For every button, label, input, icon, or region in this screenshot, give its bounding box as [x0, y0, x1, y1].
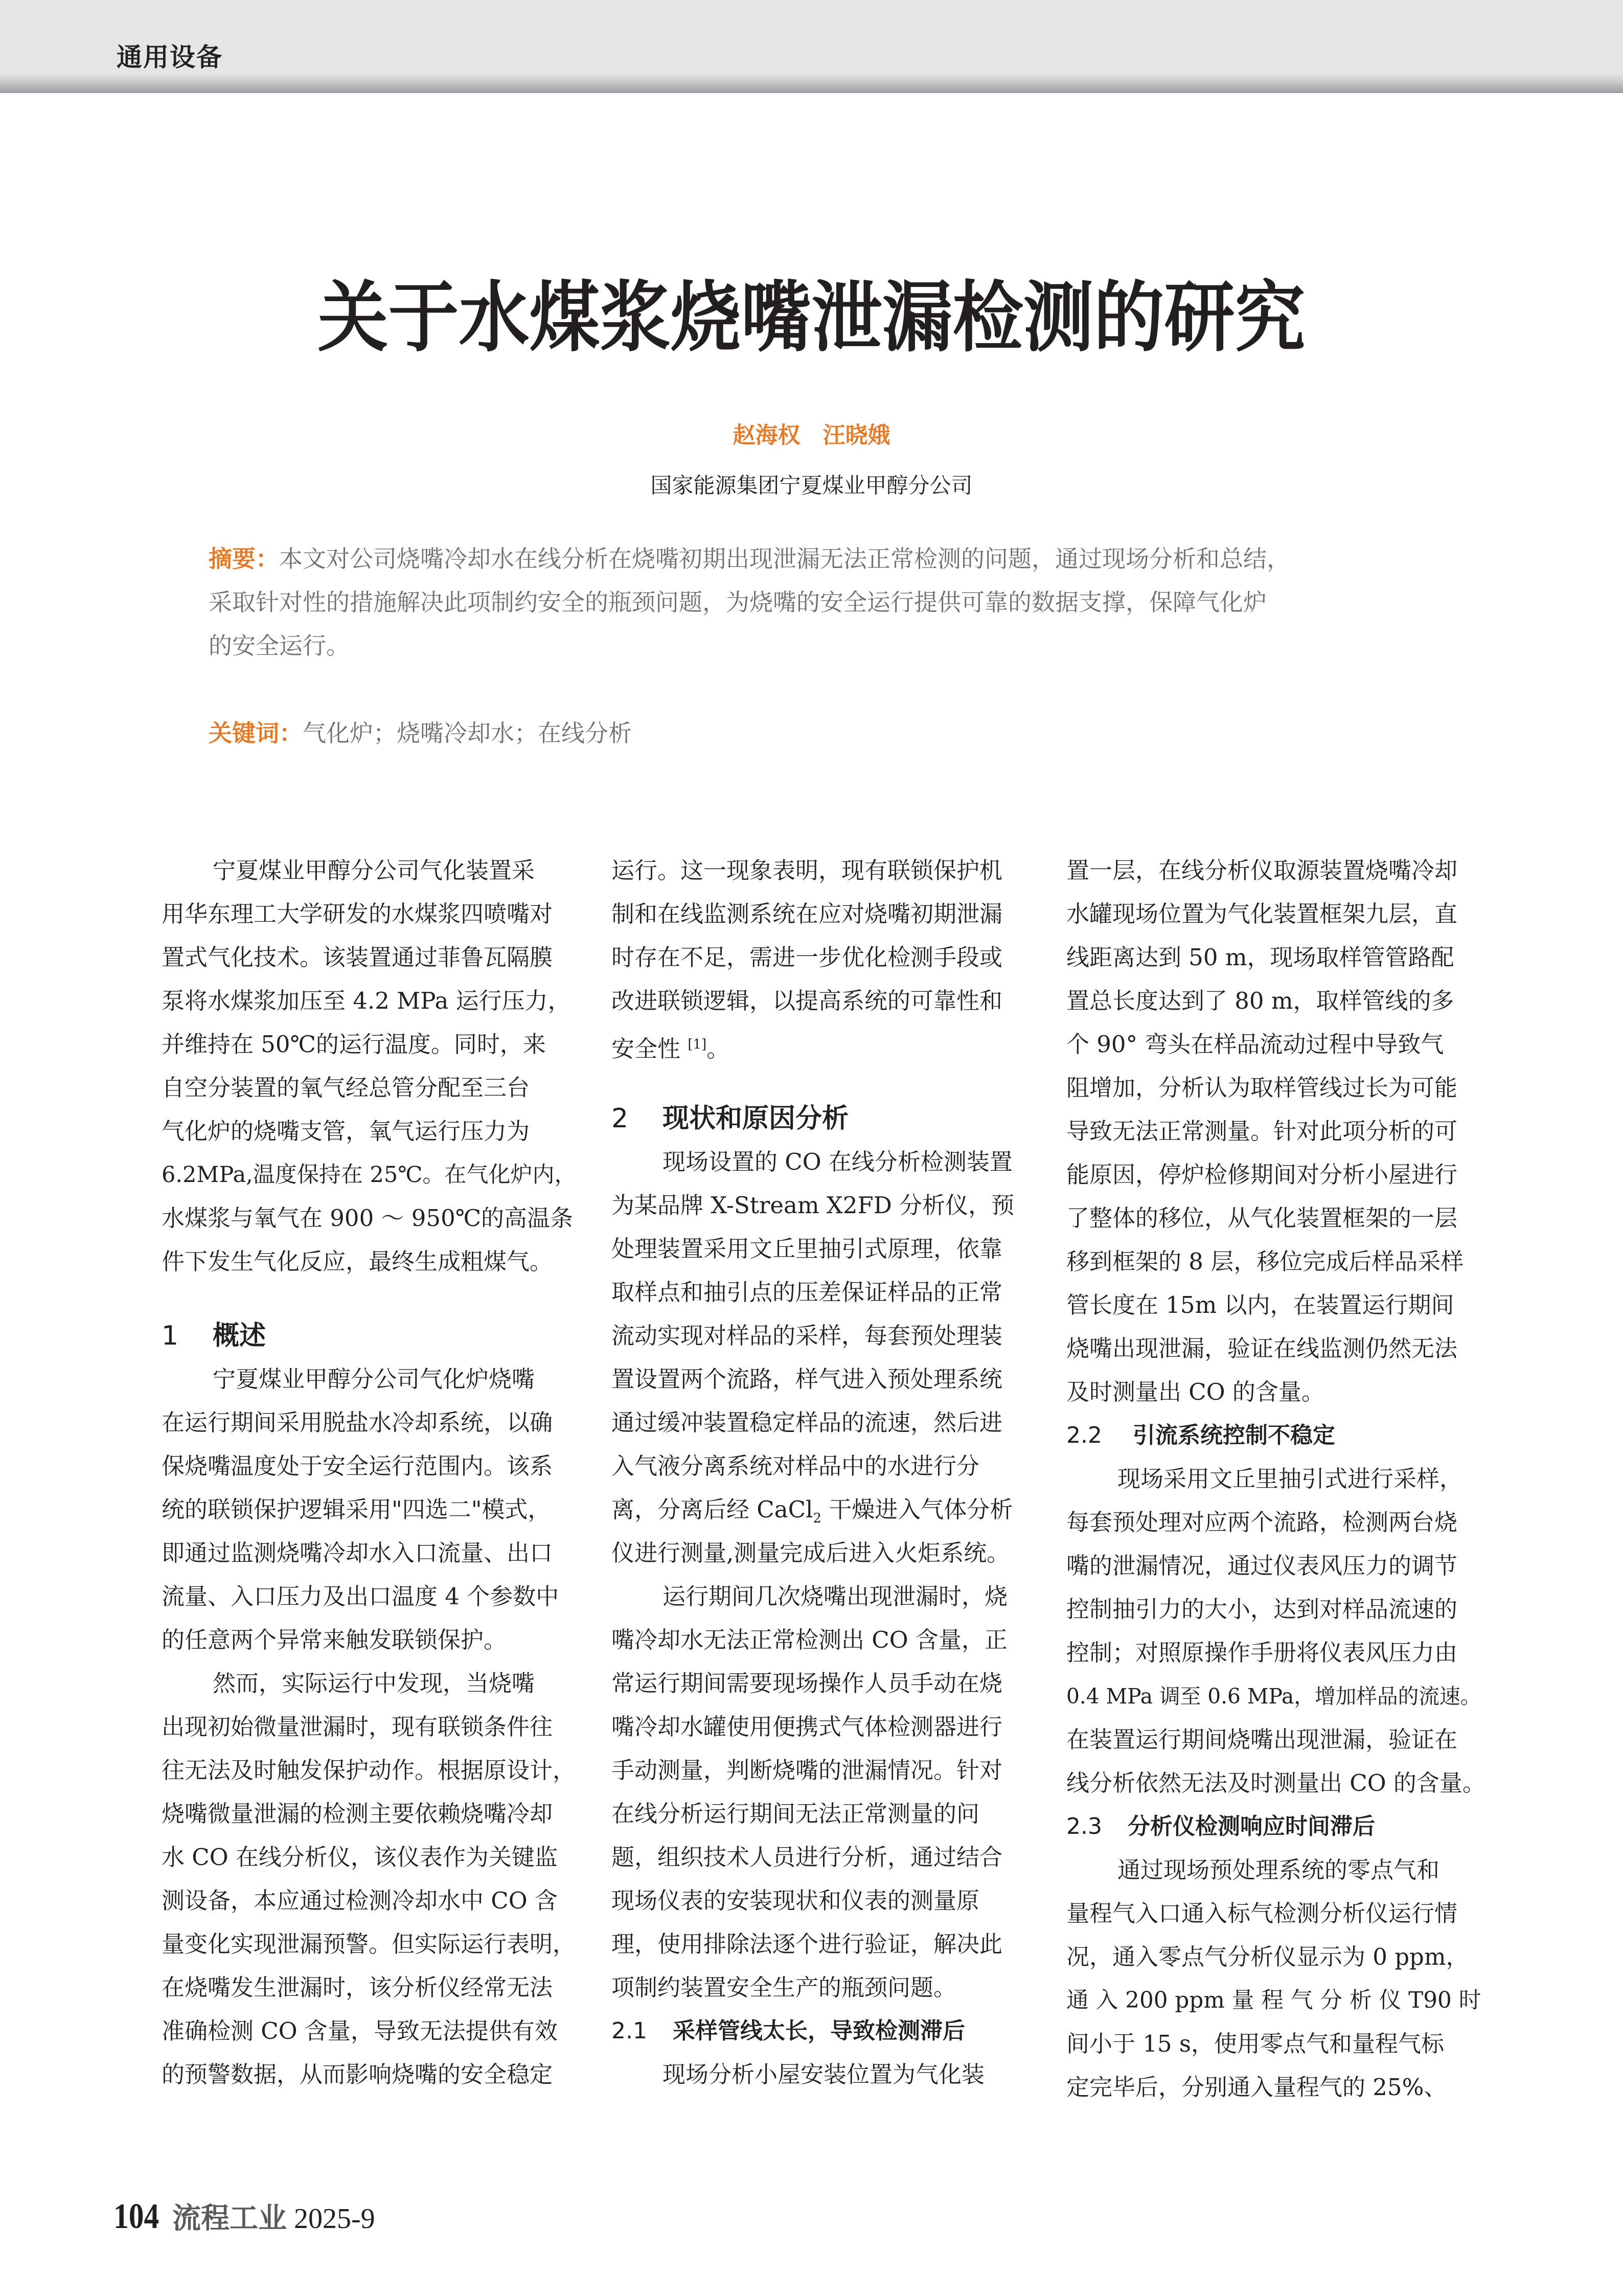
text-line: 控制抽引力的大小，达到对样品流速的	[1066, 1596, 1458, 1623]
section-header-bar	[0, 0, 1623, 93]
text-line: 水煤浆与氧气在 900 ～ 950℃的高温条	[162, 1204, 574, 1232]
text-line: 用华东理工大学研发的水煤浆四喷嘴对	[162, 900, 553, 927]
text-line: 入气液分离系统对样品中的水进行分	[611, 1452, 980, 1480]
text-line: 即通过监测烧嘴冷却水入口流量、出口	[162, 1539, 553, 1566]
text-line: 测设备，本应通过检测冷却水中 CO 含	[162, 1887, 558, 1914]
text-line: 宁夏煤业甲醇分公司气化炉烧嘴	[213, 1366, 535, 1393]
section-label: 通用设备	[117, 42, 223, 72]
subsection-number: 2.1	[611, 2018, 647, 2044]
body-column-1	[162, 853, 581, 2100]
text-line: 管长度在 15m 以内，在装置运行期间	[1066, 1291, 1454, 1319]
text-line: 现场设置的 CO 在线分析检测装置	[662, 1148, 1013, 1175]
text-line: 间小于 15 s，使用零点气和量程气标	[1066, 2030, 1444, 2057]
text-line	[611, 1027, 1031, 1070]
text-line: 量程气入口通入标气检测分析仪运行情	[1066, 1900, 1458, 1927]
text-line: 改进联锁逻辑，以提高系统的可靠性和	[611, 987, 1003, 1014]
text-line: 在线分析运行期间无法正常测量的问	[611, 1800, 980, 1827]
text-line: 个 90° 弯头在样品流动过程中导致气	[1066, 1031, 1444, 1058]
affiliation: 国家能源集团宁夏煤业甲醇分公司	[650, 473, 973, 498]
text-line: 往无法及时触发保护动作。根据原设计，	[162, 1757, 576, 1784]
text-line: 况，通入零点气分析仪显示为 0 ppm，	[1066, 1943, 1469, 1970]
text-line: 通过缓冲装置稳定样品的流速，然后进	[611, 1409, 1003, 1436]
abstract-line: 的安全运行。	[209, 632, 350, 660]
text-line: 自空分装置的氧气经总管分配至三台	[162, 1074, 530, 1101]
section-number: 2	[611, 1103, 629, 1134]
body-column-3	[1066, 853, 1485, 2113]
subsection-number: 2.3	[1066, 1813, 1102, 1839]
text-line: 嘴冷却水罐使用便携式气体检测器进行	[611, 1713, 1003, 1740]
text-line: 在运行期间采用脱盐水冷却系统，以确	[162, 1409, 553, 1436]
text-line: 保烧嘴温度处于安全运行范围内。该系	[162, 1452, 553, 1480]
text-line: 泵将水煤浆加压至 4.2 MPa 运行压力，	[162, 987, 571, 1014]
text-line: 流量、入口压力及出口温度 4 个参数中	[162, 1583, 559, 1610]
text-line: 的任意两个异常来触发联锁保护。	[162, 1626, 507, 1653]
text-line: 手动测量，判断烧嘴的泄漏情况。针对	[611, 1757, 1003, 1784]
text-line: 处理装置采用文丘里抽引式原理，依靠	[611, 1235, 1003, 1262]
text-fragment: 安全性	[611, 1035, 681, 1062]
paragraph	[611, 853, 1031, 1027]
journal-name: 流程工业	[172, 2203, 287, 2235]
text-line: 然而，实际运行中发现，当烧嘴	[213, 1670, 535, 1697]
text-line: 项制约装置安全生产的瓶颈问题。	[611, 1974, 957, 2001]
text-line: 时存在不足，需进一步优化检测手段或	[611, 944, 1003, 971]
abstract-text: 本文对公司烧嘴冷却水在线分析在烧嘴初期出现泄漏无法正常检测的问题，通过现场分析和总结，	[279, 545, 1290, 573]
text-line: 通 入 200 ppm 量 程 气 分 析 仪 T90 时	[1066, 1987, 1481, 2013]
section-title: 概述	[213, 1321, 266, 1351]
text-line: 现场采用文丘里抽引式进行采样，	[1117, 1465, 1463, 1492]
text-line: 烧嘴微量泄漏的检测主要依赖烧嘴冷却	[162, 1800, 553, 1827]
text-line: 置式气化技术。该装置通过菲鲁瓦隔膜	[162, 944, 553, 971]
text-line: 能原因，停炉检修期间对分析小屋进行	[1066, 1161, 1458, 1188]
text-line: 气化炉的烧嘴支管，氧气运行压力为	[162, 1118, 530, 1145]
paragraph	[611, 1579, 1031, 2013]
text-line: 了整体的移位，从气化装置框架的一层	[1066, 1204, 1458, 1232]
text-line: 线距离达到 50 m，现场取样管管路配	[1066, 944, 1454, 971]
paragraph	[1066, 1461, 1485, 1809]
text-line: 题，组织技术人员进行分析，通过结合	[611, 1844, 1003, 1871]
text-line: 常运行期间需要现场操作人员手动在烧	[611, 1670, 1003, 1697]
subsection-heading-2-3	[1066, 1809, 1485, 1852]
text-fragment: 离，分离后经 CaCl	[611, 1496, 813, 1523]
text-line	[611, 1492, 1031, 1535]
text-line: 嘴的泄漏情况，通过仪表风压力的调节	[1066, 1552, 1458, 1579]
text-line: 为某品牌 X-Stream X2FD 分析仪，预	[611, 1192, 1015, 1219]
abstract-line: 采取针对性的措施解决此项制约安全的瓶颈问题，为烧嘴的安全运行提供可靠的数据支撑，保障气化炉	[209, 588, 1267, 616]
page-footer	[113, 2196, 375, 2237]
abstract	[209, 541, 1446, 671]
text-fragment: 干燥进入气体分析	[821, 1496, 1013, 1523]
page-number: 104	[113, 2197, 159, 2236]
paragraph	[1066, 853, 1485, 1418]
subsection-heading-2-1	[611, 2013, 1031, 2057]
text-line: 的预警数据，从而影响烧嘴的安全稳定	[162, 2061, 553, 2088]
text-line: 水罐现场位置为气化装置框架九层，直	[1066, 900, 1458, 927]
text-line: 准确检测 CO 含量，导致无法提供有效	[162, 2017, 558, 2044]
keywords	[209, 715, 632, 748]
text-line: 在烧嘴发生泄漏时，该分析仪经常无法	[162, 1974, 553, 2001]
abstract-label: 摘要：	[209, 545, 279, 573]
paragraph	[162, 1361, 581, 1666]
keywords-text: 气化炉；烧嘴冷却水；在线分析	[303, 719, 632, 747]
keywords-label: 关键词：	[209, 719, 303, 747]
subscript: 2	[813, 1511, 821, 1526]
text-line: 置总长度达到了 80 m，取样管线的多	[1066, 987, 1454, 1014]
text-line: 量变化实现泄漏预警。但实际运行表明，	[162, 1930, 576, 1958]
text-line: 控制；对照原操作手册将仪表风压力由	[1066, 1639, 1458, 1666]
text-line: 在装置运行期间烧嘴出现泄漏，验证在	[1066, 1726, 1458, 1753]
text-line: 置一层，在线分析仪取源装置烧嘴冷却	[1066, 857, 1458, 884]
text-line: 导致无法正常测量。针对此项分析的可	[1066, 1118, 1458, 1145]
text-line: 并维持在 50℃的运行温度。同时，来	[162, 1031, 546, 1058]
text-line: 0.4 MPa 调至 0.6 MPa，增加样品的流速。	[1066, 1684, 1481, 1709]
text-fragment: 。	[706, 1035, 730, 1062]
text-line: 取样点和抽引点的压差保证样品的正常	[611, 1279, 1003, 1306]
text-line: 通过现场预处理系统的零点气和	[1117, 1856, 1440, 1883]
abstract-line	[209, 541, 1446, 584]
text-line: 现场分析小屋安装位置为气化装	[662, 2061, 985, 2088]
body-column-2	[611, 853, 1031, 2100]
subsection-title: 采样管线太长，导致检测滞后	[673, 2018, 965, 2044]
author-name: 赵海权	[733, 422, 801, 448]
journal-issue: 2025-9	[294, 2203, 375, 2235]
text-line: 统的联锁保护逻辑采用"四选二"模式，	[162, 1496, 551, 1523]
text-line: 水 CO 在线分析仪，该仪表作为关键监	[162, 1844, 558, 1871]
text-line: 宁夏煤业甲醇分公司气化装置采	[213, 857, 535, 884]
text-line: 运行。这一现象表明，现有联锁保护机	[611, 857, 1003, 884]
text-line: 运行期间几次烧嘴出现泄漏时，烧	[662, 1583, 1008, 1610]
text-line: 嘴冷却水无法正常检测出 CO 含量，正	[611, 1626, 1008, 1653]
authors	[0, 417, 1623, 449]
text-line: 置设置两个流路，样气进入预处理系统	[611, 1366, 1003, 1393]
section-heading-2	[611, 1101, 1031, 1144]
subsection-heading-2-2	[1066, 1418, 1485, 1461]
text-line: 及时测量出 CO 的含量。	[1066, 1378, 1324, 1405]
text-line: 线分析依然无法及时测量出 CO 的含量。	[1066, 1769, 1485, 1797]
paragraph	[162, 1666, 581, 2100]
paragraph-intro	[162, 853, 581, 1287]
text-line: 现场仪表的安装现状和仪表的测量原	[611, 1887, 980, 1914]
text-line: 流动实现对样品的采样，每套预处理装	[611, 1322, 1003, 1349]
paragraph	[1066, 1852, 1485, 2113]
subsection-title: 引流系统控制不稳定	[1133, 1422, 1335, 1448]
text-line: 每套预处理对应两个流路，检测两台烧	[1066, 1509, 1458, 1536]
text-line: 仪进行测量,测量完成后进入火炬系统。	[611, 1539, 1010, 1566]
text-line: 移到框架的 8 层，移位完成后样品采样	[1066, 1248, 1464, 1275]
citation-ref: [1]	[688, 1037, 707, 1052]
text-line: 6.2MPa,温度保持在 25℃。在气化炉内，	[162, 1162, 577, 1188]
text-line: 阻增加，分析认为取样管线过长为可能	[1066, 1074, 1458, 1101]
subsection-number: 2.2	[1066, 1422, 1102, 1448]
article-title: 关于水煤浆烧嘴泄漏检测的研究	[317, 274, 1306, 362]
text-line: 理，使用排除法逐个进行验证，解决此	[611, 1930, 1003, 1958]
paragraph	[611, 1144, 1031, 1492]
text-line: 出现初始微量泄漏时，现有联锁条件往	[162, 1713, 553, 1740]
text-line: 制和在线监测系统在应对烧嘴初期泄漏	[611, 900, 1003, 927]
section-title: 现状和原因分析	[662, 1103, 849, 1134]
section-heading-1	[162, 1318, 581, 1361]
author-name: 汪晓娥	[822, 422, 890, 448]
subsection-title: 分析仪检测响应时间滞后	[1128, 1813, 1375, 1839]
text-line: 烧嘴出现泄漏，验证在线监测仍然无法	[1066, 1335, 1458, 1362]
text-line: 定完毕后，分别通入量程气的 25%、	[1066, 2074, 1447, 2101]
section-number: 1	[162, 1321, 179, 1351]
text-line: 件下发生气化反应，最终生成粗煤气。	[162, 1248, 553, 1275]
